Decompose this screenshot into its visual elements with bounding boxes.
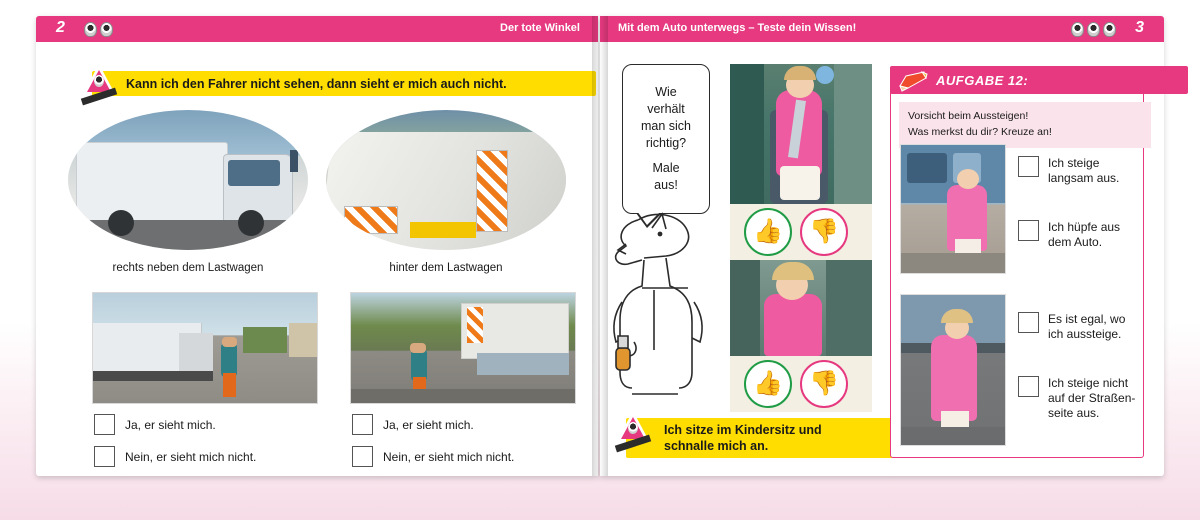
- checkbox-right-yes[interactable]: [352, 414, 373, 435]
- answer-label-left-no: Nein, er sieht mich nicht.: [125, 449, 257, 464]
- task-option-2-line-2: dem Auto.: [1048, 235, 1103, 249]
- pencil-icon: [898, 70, 928, 92]
- left-page-number: 2: [56, 19, 65, 36]
- task-intro: [899, 102, 1151, 148]
- task-option-3-line-2: ich aussteige.: [1048, 327, 1122, 341]
- answer-row-right-yes[interactable]: [352, 414, 474, 435]
- speech-line-5: Male: [652, 160, 680, 175]
- checkbox-left-no[interactable]: [94, 446, 115, 467]
- answer-label-right-no: Nein, er sieht mich nicht.: [383, 449, 515, 464]
- checkbox-right-no[interactable]: [352, 446, 373, 467]
- photo-child-behind-truck: [350, 292, 576, 404]
- warning-sign-icon: [76, 62, 122, 108]
- left-banner-text: Kann ich den Fahrer nicht sehen, dann sieht er mich auch nicht.: [126, 76, 507, 91]
- thumbs-up-icon[interactable]: 👍: [744, 208, 792, 256]
- task-checkbox-1[interactable]: [1018, 156, 1039, 177]
- task-option-4-line-2: auf der Straßen-: [1048, 391, 1136, 405]
- right-yellow-banner: [626, 418, 910, 458]
- task-label: [890, 66, 1188, 94]
- photo-street-truck-child: [92, 292, 318, 404]
- task-option-row-4[interactable]: [1018, 376, 1136, 421]
- task-option-1-line-1: Ich steige: [1048, 156, 1100, 170]
- wolf-mascot: [608, 198, 723, 398]
- answer-row-right-no[interactable]: [352, 446, 514, 467]
- thumbs-row-2[interactable]: [744, 360, 848, 408]
- task-checkbox-4[interactable]: [1018, 376, 1039, 397]
- task-option-row-3[interactable]: [1018, 312, 1136, 342]
- speech-line-2: verhält: [647, 102, 685, 117]
- photo-truck-rear: [326, 110, 566, 250]
- speech-bubble: [622, 64, 710, 214]
- right-header-title: Mit dem Auto unterwegs – Teste dein Wissen!: [618, 22, 857, 34]
- right-page-number: 3: [1135, 19, 1144, 36]
- left-header-title: Der tote Winkel: [500, 22, 580, 34]
- photo-truck-front: [68, 110, 308, 250]
- eyes-icon: [84, 22, 113, 37]
- speech-line-3: man sich: [640, 119, 692, 134]
- answer-row-left-yes[interactable]: [94, 414, 216, 435]
- task-option-2-line-1: Ich hüpfe aus: [1048, 220, 1121, 234]
- caption-right-photo: hinter dem Lastwagen: [389, 262, 503, 274]
- task-option-1-line-2: langsam aus.: [1048, 171, 1120, 185]
- warning-sign-icon-2: [610, 409, 656, 455]
- thumbs-row-1[interactable]: [744, 208, 848, 256]
- checkbox-left-yes[interactable]: [94, 414, 115, 435]
- speech-line-1: Wie: [655, 85, 677, 100]
- eyes-icon-right: [1071, 22, 1116, 37]
- photo-girl-on-street: [900, 294, 1006, 446]
- task-option-4-line-3: seite aus.: [1048, 406, 1100, 420]
- task-option-4-line-1: Ich steige nicht: [1048, 376, 1129, 390]
- caption-left-photo: rechts neben dem Lastwagen: [112, 262, 264, 274]
- thumbs-down-icon[interactable]: 👎: [800, 208, 848, 256]
- right-page-header: [600, 16, 1164, 42]
- speech-line-4: richtig?: [645, 136, 687, 150]
- left-banner: [92, 71, 596, 96]
- task-intro-line-1: Vorsicht beim Aussteigen!: [908, 110, 1029, 122]
- answer-label-right-yes: Ja, er sieht mich.: [383, 417, 474, 432]
- task-option-3-line-1: Es ist egal, wo: [1048, 312, 1126, 326]
- thumbs-down-icon-2[interactable]: 👎: [800, 360, 848, 408]
- left-page: [36, 16, 598, 476]
- answer-row-left-no[interactable]: [94, 446, 256, 467]
- photo-girl-exiting-car: [900, 144, 1006, 274]
- task-checkbox-2[interactable]: [1018, 220, 1039, 241]
- task-intro-line-2: Was merkst du dir? Kreuze an!: [908, 125, 1052, 138]
- photo-child-in-car-seat: [730, 64, 872, 204]
- task-checkbox-3[interactable]: [1018, 312, 1039, 333]
- spread-gutter: [592, 16, 608, 476]
- task-option-row-1[interactable]: [1018, 156, 1136, 186]
- task-label-text: AUFGABE 12:: [936, 72, 1029, 88]
- task-option-row-2[interactable]: [1018, 220, 1136, 250]
- right-page: [600, 16, 1164, 476]
- left-page-header: [36, 16, 598, 42]
- speech-line-6: aus!: [654, 177, 678, 192]
- answer-label-left-yes: Ja, er sieht mich.: [125, 417, 216, 432]
- photo-child-in-car-seat-2: [730, 260, 872, 356]
- right-banner-line-2: schnalle mich an.: [664, 439, 769, 453]
- right-banner-line-1: Ich sitze im Kindersitz und: [664, 422, 822, 437]
- spread: [36, 16, 1164, 476]
- thumbs-up-icon-2[interactable]: 👍: [744, 360, 792, 408]
